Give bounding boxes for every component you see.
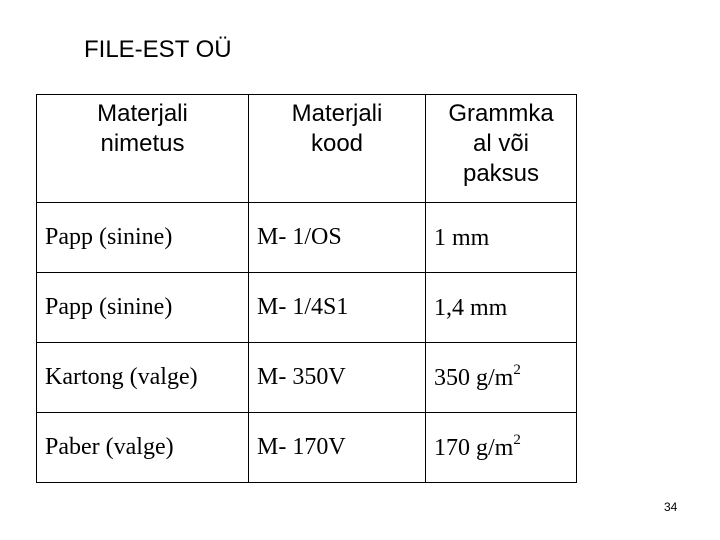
table-row bbox=[37, 413, 577, 483]
cell-code: M- 170V bbox=[249, 413, 426, 483]
value-text: 1 mm bbox=[434, 224, 490, 251]
header-row bbox=[37, 95, 577, 203]
cell-name: Papp (sinine) bbox=[37, 203, 249, 273]
header-name-line-1: Materjali bbox=[97, 100, 188, 127]
cell-value bbox=[426, 273, 577, 343]
cell-name: Kartong (valge) bbox=[37, 343, 249, 413]
table-row bbox=[37, 343, 577, 413]
value-superscript: 2 bbox=[513, 431, 521, 448]
header-cell-code bbox=[249, 95, 426, 203]
cell-value bbox=[426, 343, 577, 413]
header-code-line-1: Materjali bbox=[291, 100, 383, 127]
value-text: 1,4 mm bbox=[434, 294, 508, 321]
cell-code: M- 1/4S1 bbox=[249, 273, 426, 343]
value-text: 170 g/m bbox=[434, 434, 514, 461]
cell-code: M- 350V bbox=[249, 343, 426, 413]
header-code-line-2: kood bbox=[310, 130, 364, 157]
company-title: FILE-EST OÜ bbox=[84, 36, 232, 63]
cell-value bbox=[426, 203, 577, 273]
table-row bbox=[37, 203, 577, 273]
header-grammage-line-3: paksus bbox=[462, 160, 540, 187]
value-superscript: 2 bbox=[513, 361, 521, 378]
cell-value bbox=[426, 413, 577, 483]
value-text: 350 g/m bbox=[434, 364, 514, 391]
cell-name: Paber (valge) bbox=[37, 413, 249, 483]
header-grammage-line-2: al või bbox=[472, 130, 530, 157]
header-cell-name bbox=[37, 95, 249, 203]
header-name-line-2: nimetus bbox=[100, 130, 185, 157]
header-cell-grammage bbox=[426, 95, 577, 203]
cell-name: Papp (sinine) bbox=[37, 273, 249, 343]
page-number: 34 bbox=[664, 500, 678, 514]
materials-table bbox=[36, 94, 577, 483]
cell-code: M- 1/OS bbox=[249, 203, 426, 273]
table-row bbox=[37, 273, 577, 343]
header-grammage-line-1: Grammka bbox=[448, 100, 554, 127]
